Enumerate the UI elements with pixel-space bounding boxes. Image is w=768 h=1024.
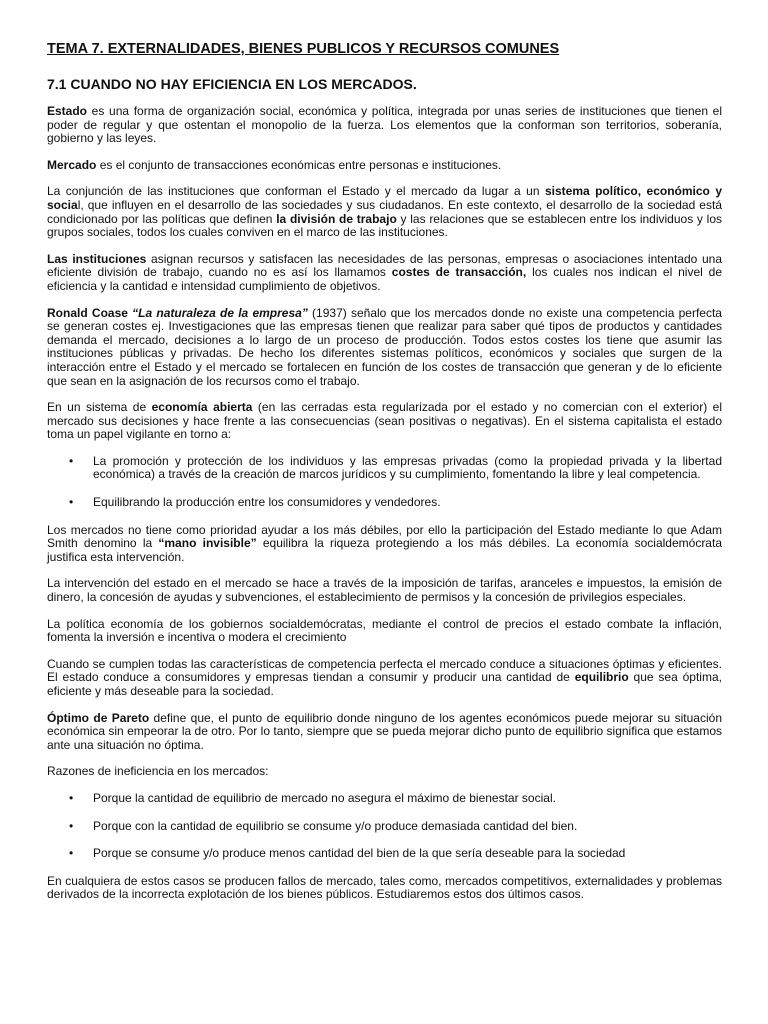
text: En un sistema de [47, 400, 152, 415]
list-item-text: Porque la cantidad de equilibrio de mercado no asegura el máximo de bienestar social. [93, 790, 556, 805]
term-mercado: Mercado [47, 157, 97, 172]
document-title: TEMA 7. EXTERNALIDADES, BIENES PUBLICOS Y RECURSOS COMUNES [47, 41, 560, 57]
text: es el conjunto de transacciones económicas entre personas e instituciones. [96, 157, 502, 172]
term-sistema: sistema político, económico y socia [47, 184, 722, 212]
text: es una forma de organización social, económica y política, integrada por unas series de instituciones que tienen el poder de regular y que ostentan el monopolio de la fuerza. Los elementos que la conforman son territorios, soberanía, gobierno y las leyes. [47, 104, 722, 146]
term-economia-abierta: economía abierta [151, 400, 253, 415]
section-heading: 7.1 CUANDO NO HAY EFICIENCIA EN LOS MERCADOS. [47, 76, 417, 92]
term-mano-invisible: “mano invisible” [158, 536, 257, 551]
text: La conjunción de las instituciones que conforman el Estado y el mercado da lugar a un [47, 184, 545, 199]
paragraph-estado [47, 105, 722, 146]
text: (1937) señalo que los mercados donde no existe una competencia perfecta se generan costes ej. Investigaciones que las empresas tienen que realizar para saber qué tipos de productos y cantidades demanda el mercado, decisiones a lo largo de un proceso de producción. Todos estos costes los tiene que asumir las instituciones públicas y privadas. De hecho los diferentes sistemas políticos, económicos y sociales que surgen de la interacción entre el Estado y el mercado se fortalecen en función de los costes de transacción que generan y de lo eficiente que sean en la asignación de los recursos como el trabajo. [47, 305, 722, 388]
paragraph-instituciones [47, 253, 722, 294]
term-ronald-coase: Ronald Coase [47, 305, 128, 320]
list-item-text: La promoción y protección de los individuos y las empresas privadas (como la propiedad privada y la libertad económica) a través de la creación de marcos jurídicos y su cumplimiento, fomentando la libre y leal competencia. [93, 453, 722, 482]
text: que sea óptima, eficiente y más deseable para la sociedad. [47, 670, 722, 698]
paragraph-pareto [47, 712, 722, 753]
term-estado: Estado [47, 104, 88, 118]
list-item [47, 847, 722, 861]
term-instituciones: Las instituciones [47, 251, 147, 266]
paragraph-razones: Razones de ineficiencia en los mercados: [47, 764, 269, 779]
bullet-icon: • [69, 495, 74, 510]
bullet-list-estado [47, 455, 722, 510]
paragraph-sistema [47, 185, 722, 239]
bullet-list-razones [47, 792, 722, 861]
text: y las relaciones que se establecen entre los individuos y los grupos sociales, todos los cuales conviven en el marco de las instituciones. [47, 211, 722, 240]
text: l, que influyen en el desarrollo de las sociedades y sus ciudadanos. En este contexto, el desarrollo de la sociedad está condicionado por las políticas que definen [47, 197, 722, 226]
list-item-text: Equilibrando la producción entre los consumidores y vendedores. [93, 495, 441, 510]
book-title: “La naturaleza de la empresa” [132, 305, 308, 320]
list-item [47, 496, 722, 510]
paragraph-intervencion: La intervención del estado en el mercado se hace a través de la imposición de tarifas, aranceles e impuestos, la emisión de dinero, la concesión de ayudas y subvenciones, el establecimiento de permisos y la concesión de privilegios especiales. [47, 576, 722, 605]
list-item-text: Porque con la cantidad de equilibrio se consume y/o produce demasiada cantidad del bien. [93, 818, 578, 833]
list-item [47, 792, 722, 806]
term-optimo-pareto: Óptimo de Pareto [47, 710, 150, 725]
text: los cuales nos indican el nivel de eficiencia y la cantidad e intensidad cumplimiento de objetivos. [47, 265, 723, 293]
term-equilibrio: equilibrio [574, 670, 629, 685]
paragraph-politica: La política economía de los gobiernos socialdemócratas, mediante el control de precios el estado combate la inflación, fomenta la inversión e incentiva o modera el crecimiento [47, 616, 722, 645]
text: (en las cerradas esta regularizada por el estado y no comercian con el exterior) el mercado sus decisiones y hace frente a las consecuencias (sean positivas o negativas). En el sistema capitalista el estado toma un papel vigilante en torno a: [47, 400, 722, 442]
paragraph-conclusion: En cualquiera de estos casos se producen fallos de mercado, tales como, mercados competitivos, externalidades y problemas derivados de la incorrecta explotación de los bienes públicos. Estudiaremos estos dos últimos casos. [47, 873, 722, 902]
paragraph-economia-abierta [47, 401, 722, 442]
paragraph-competencia [47, 658, 722, 699]
paragraph-coase [47, 307, 722, 389]
paragraph-mano-invisible [47, 524, 722, 565]
bullet-icon: • [69, 790, 74, 805]
list-item [47, 820, 722, 834]
bullet-icon: • [69, 453, 74, 468]
bullet-icon: • [69, 818, 74, 833]
paragraph-mercado [47, 159, 722, 173]
text: define que, el punto de equilibrio donde ninguno de los agentes económicos puede mejorar su situación económica sin empeorar la de otro. Por lo tanto, siempre que se pueda mejorar dicho punto de equilibrio significa que estamos ante una situación no óptima. [47, 710, 722, 752]
text: Los mercados no tiene como prioridad ayudar a los más débiles, por ello la participación del Estado mediante lo que Adam Smith denomino la [47, 522, 722, 551]
document-page [47, 40, 722, 915]
term-division-trabajo: la división de trabajo [276, 211, 397, 226]
term-costes-transaccion: costes de transacción, [391, 265, 527, 280]
list-item-text: Porque se consume y/o produce menos cantidad del bien de la que sería deseable para la sociedad [93, 846, 626, 861]
text: Cuando se cumplen todas las características de competencia perfecta el mercado conduce a situaciones óptimas y eficientes. El estado conduce a consumidores y empresas tiendan a consumir y producir una cantidad de [47, 656, 722, 685]
text: equilibra la riqueza protegiendo a los más débiles. La economía socialdemócrata justifica esta intervención. [47, 536, 722, 564]
bullet-icon: • [69, 846, 74, 861]
list-item [47, 455, 722, 482]
text: asignan recursos y satisfacen las necesidades de las personas, empresas o asociaciones intentado una eficiente división de trabajo, cuando no es así los llamamos [47, 251, 722, 280]
